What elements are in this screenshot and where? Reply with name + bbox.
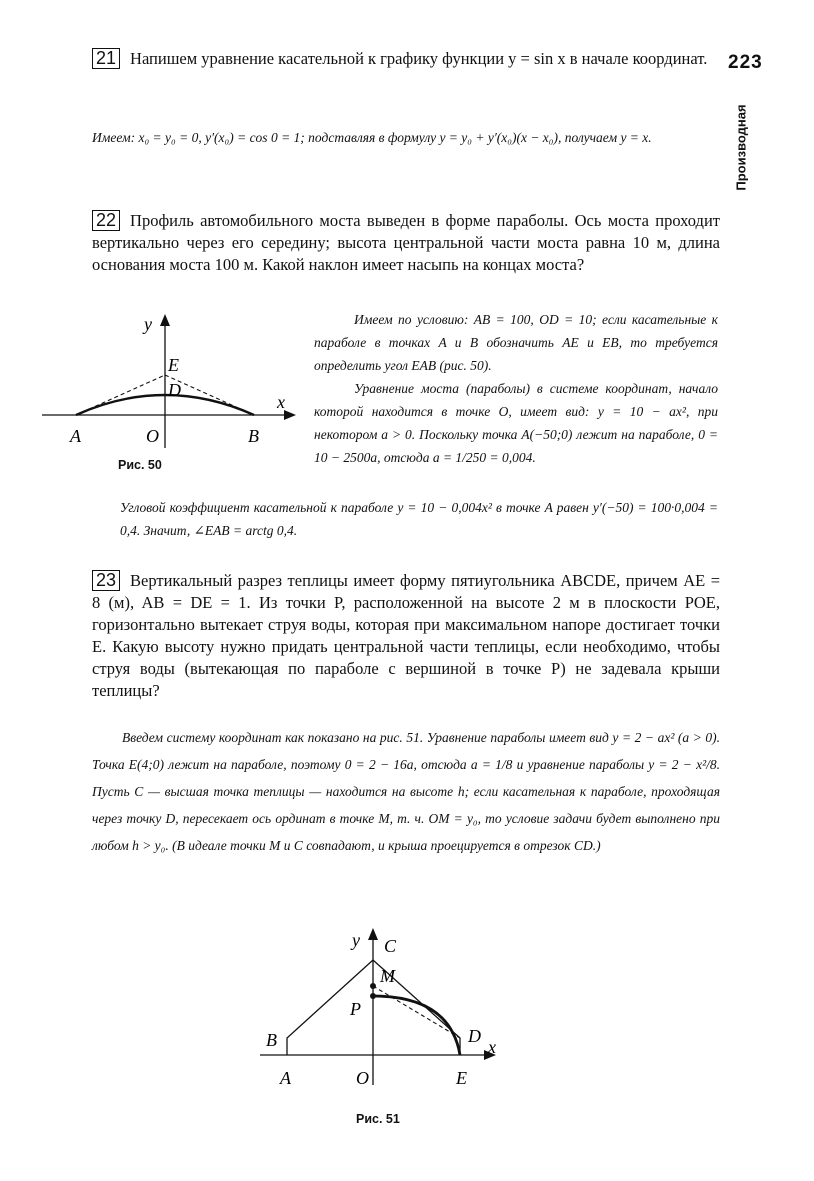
problem-23	[92, 570, 720, 702]
label-B: B	[266, 1030, 277, 1050]
page-number: 223	[728, 52, 763, 73]
solution-23: Введем систему координат как показано на рис. 51. Уравнение параболы имеет вид y = 2 − ax² (a > 0). Точка E(4;0) лежит на параболе, поэтому 0 = 2 − 16a, отсюда a = 1/8 и уравнение параболы y = 2 − x²/8. Пусть C — высшая точка теплицы — находится на высоте h; если касательная к параболе, проходящая через точку D, пересекает ось ординат в точке M, т. ч. OM = y₀, то условие задачи будет выполнено при любом h > y₀. (В идеале точки M и C совпадают, и крыша проецируется в отрезок CD.)	[92, 730, 720, 853]
label-C: C	[384, 936, 397, 956]
y-axis-arrow-icon	[368, 928, 378, 940]
point-M	[370, 983, 376, 989]
figure-50	[36, 308, 306, 488]
problem-number-22: 22	[92, 210, 120, 231]
water-parabola	[373, 996, 460, 1055]
label-x: x	[488, 1037, 496, 1057]
figure-51	[250, 920, 510, 1110]
figure-51-caption: Рис. 51	[356, 1112, 400, 1126]
label-B: B	[248, 426, 259, 446]
problem-21	[92, 48, 720, 70]
label-y: y	[144, 314, 152, 334]
label-E: E	[168, 355, 179, 375]
problem-22-text: Профиль автомобильного моста выведен в форме параболы. Ось моста проходит вертикально через его середину; высота центральной части моста равна 10 м, длина основания моста 100 м. Какой наклон имеет насыпь на концах моста?	[92, 211, 720, 274]
problem-23-text: Вертикальный разрез теплицы имеет форму пятиугольника ABCDE, причем AE = 8 (м), AB = DE = 1. Из точки P, расположенной на высоте 2 м в плоскости POE, горизонтально вытекает струя воды, которая при максимальном напоре достигает точки E. Какую высоту нужно придать центральной части теплицы, если необходимо, чтобы струя воды (вытекающая по параболе с вершиной в точке P) не задевала крыши теплицы?	[92, 571, 720, 700]
figure-50-caption: Рис. 50	[118, 458, 162, 472]
x-axis-arrow-icon	[284, 410, 296, 420]
point-P	[370, 993, 376, 999]
section-title: Производная	[733, 103, 749, 191]
tangent-DM	[373, 986, 460, 1038]
solution-22-part-2: Уравнение моста (параболы) в системе координат, начало которой находится в точке O, имеет вид: y = 10 − ax², при некотором a > 0. Поскольку точка A(−50;0) лежит на параболе, 0 = 10 − 2500a, отсюда a = 1/250 = 0,004.	[314, 381, 718, 465]
problem-number-23: 23	[92, 570, 120, 591]
solution-21: Имеем: x₀ = y₀ = 0, y′(x₀) = cos 0 = 1; подставляя в формулу y = y₀ + y′(x₀)(x − x₀), получаем y = x.	[92, 130, 652, 145]
label-A: A	[280, 1068, 291, 1088]
label-M: M	[380, 966, 395, 986]
problem-22	[92, 210, 720, 276]
label-O: O	[356, 1068, 369, 1088]
label-E: E	[456, 1068, 467, 1088]
label-D: D	[468, 1026, 481, 1046]
label-O: O	[146, 426, 159, 446]
solution-22-part-3: Угловой коэффициент касательной к параболе y = 10 − 0,004x² в точке A равен y′(−50) = 100·0,004 = 0,4. Значит, ∠EAB = arctg 0,4.	[120, 500, 718, 538]
label-y: y	[352, 930, 360, 950]
label-P: P	[350, 999, 361, 1019]
label-D: D	[168, 380, 181, 400]
label-x: x	[277, 392, 285, 412]
problem-number-21: 21	[92, 48, 120, 69]
solution-22-part-1: Имеем по условию: AB = 100, OD = 10; если касательные к параболе в точках A и B обозначить AE и EB, то требуется определить угол EAB (рис. 50).	[314, 312, 718, 373]
section-side-tab	[730, 88, 752, 206]
y-axis-arrow-icon	[160, 314, 170, 326]
label-A: A	[70, 426, 81, 446]
problem-21-text: Напишем уравнение касательной к графику функции y = sin x в начале координат.	[130, 49, 708, 68]
